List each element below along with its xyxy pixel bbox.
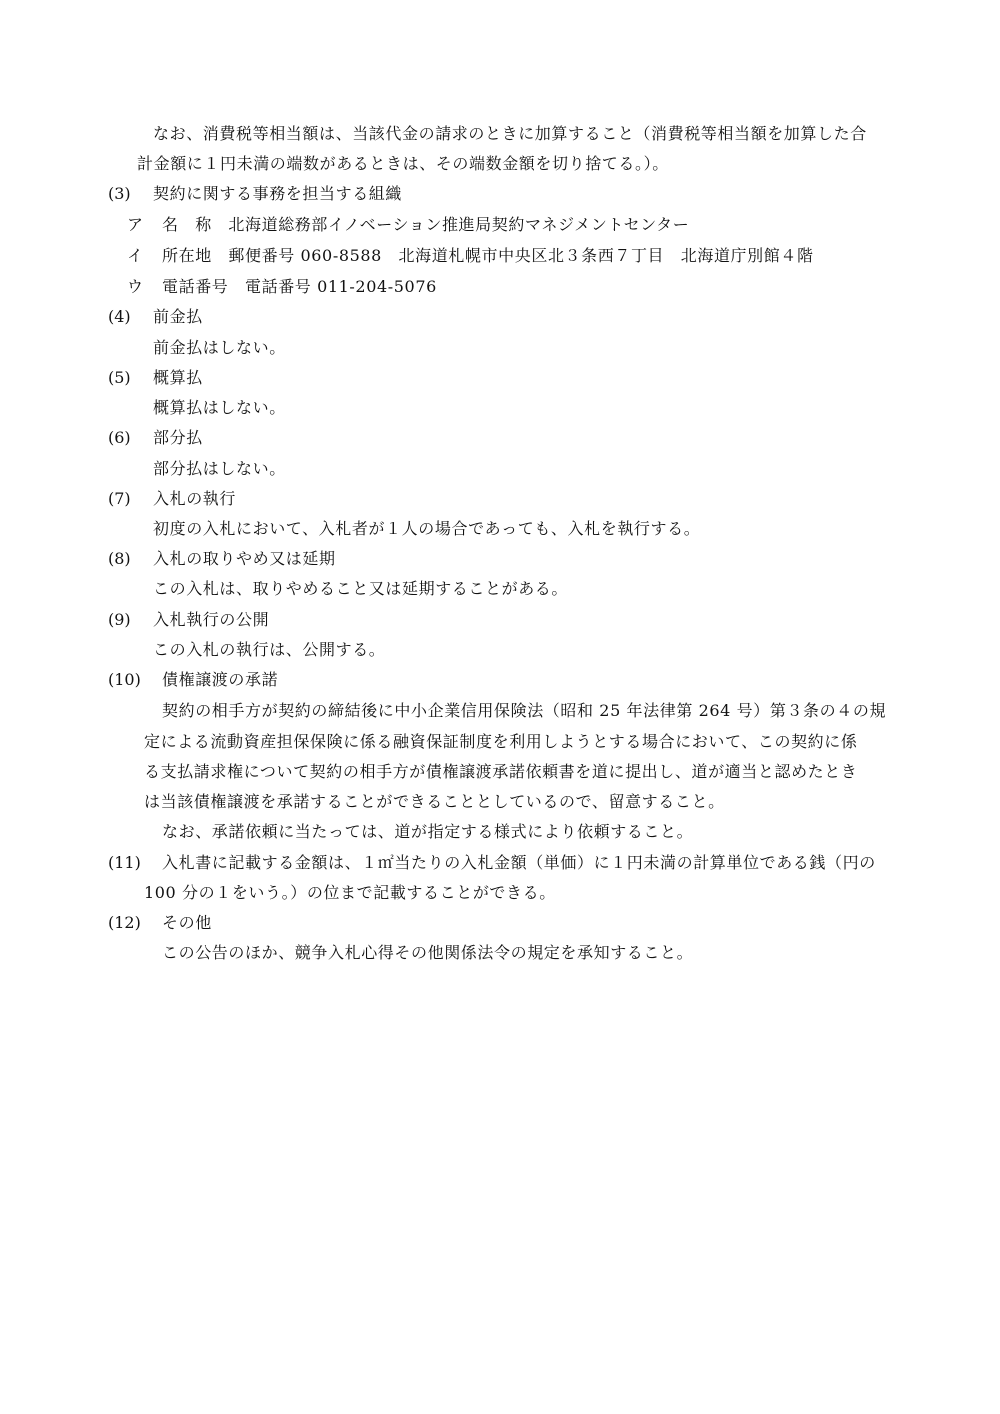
section-heading: 入札の執行 bbox=[153, 489, 237, 508]
section-body: この公告のほか、競争入札心得その他関係法令の規定を承知すること。 bbox=[162, 943, 694, 962]
section-heading: 契約に関する事務を担当する組織 bbox=[153, 184, 403, 203]
list-item: 所在地 郵便番号 060-8588 北海道札幌市中央区北３条西７丁目 北海道庁別館４階 bbox=[162, 246, 814, 265]
section-number: (3) bbox=[108, 184, 131, 203]
section-number: (7) bbox=[108, 489, 131, 508]
section-body: 部分払はしない。 bbox=[153, 459, 286, 478]
paragraph-line: 定による流動資産担保保険に係る融資保証制度を利用しようとする場合において、この契約に係 bbox=[144, 732, 858, 751]
section-heading: 前金払 bbox=[153, 307, 203, 326]
paragraph-line: 契約の相手方が契約の締結後に中小企業信用保険法（昭和 25 年法律第 264 号）第３条の４の規 bbox=[162, 701, 887, 720]
section-body: 初度の入札において、入札者が１人の場合であっても、入札を執行する。 bbox=[153, 519, 701, 538]
section-body: 前金払はしない。 bbox=[153, 338, 286, 357]
paragraph-line: は当該債権譲渡を承諾することができることとしているので、留意すること。 bbox=[144, 792, 725, 811]
paragraph-line: 入札書に記載する金額は、１㎡当たりの入札金額（単価）に１円未満の計算単位である銭（円の bbox=[162, 853, 876, 872]
list-marker: ウ bbox=[127, 277, 144, 296]
section-heading: 入札執行の公開 bbox=[153, 610, 270, 629]
list-item: 電話番号 電話番号 011-204-5076 bbox=[162, 277, 437, 296]
section-number: (11) bbox=[108, 853, 141, 872]
intro-line-2: 計金額に１円未満の端数があるときは、その端数金額を切り捨てる。）。 bbox=[137, 154, 669, 173]
section-number: (12) bbox=[108, 913, 141, 932]
section-number: (5) bbox=[108, 368, 131, 387]
paragraph-line: なお、承諾依頼に当たっては、道が指定する様式により依頼すること。 bbox=[162, 822, 694, 841]
section-number: (4) bbox=[108, 307, 131, 326]
section-heading: 入札の取りやめ又は延期 bbox=[153, 549, 336, 568]
list-item: 名 称 北海道総務部イノベーション推進局契約マネジメントセンター bbox=[162, 215, 690, 234]
section-heading: 概算払 bbox=[153, 368, 203, 387]
section-heading: 債権譲渡の承諾 bbox=[162, 670, 279, 689]
section-heading: その他 bbox=[162, 913, 212, 932]
section-heading: 部分払 bbox=[153, 428, 203, 447]
section-number: (10) bbox=[108, 670, 141, 689]
intro-line-1: なお、消費税等相当額は、当該代金の請求のときに加算すること（消費税等相当額を加算した合 bbox=[153, 124, 867, 143]
paragraph-line: る支払請求権について契約の相手方が債権譲渡承諾依頼書を道に提出し、道が適当と認めたとき bbox=[144, 762, 858, 781]
section-number: (8) bbox=[108, 549, 131, 568]
list-marker: ア bbox=[127, 215, 144, 234]
section-number: (6) bbox=[108, 428, 131, 447]
section-body: この入札の執行は、公開する。 bbox=[153, 640, 386, 659]
section-number: (9) bbox=[108, 610, 131, 629]
section-body: 概算払はしない。 bbox=[153, 398, 286, 417]
paragraph-line: 100 分の１をいう。）の位まで記載することができる。 bbox=[144, 883, 556, 902]
list-marker: イ bbox=[127, 246, 144, 265]
section-body: この入札は、取りやめること又は延期することがある。 bbox=[153, 579, 569, 598]
